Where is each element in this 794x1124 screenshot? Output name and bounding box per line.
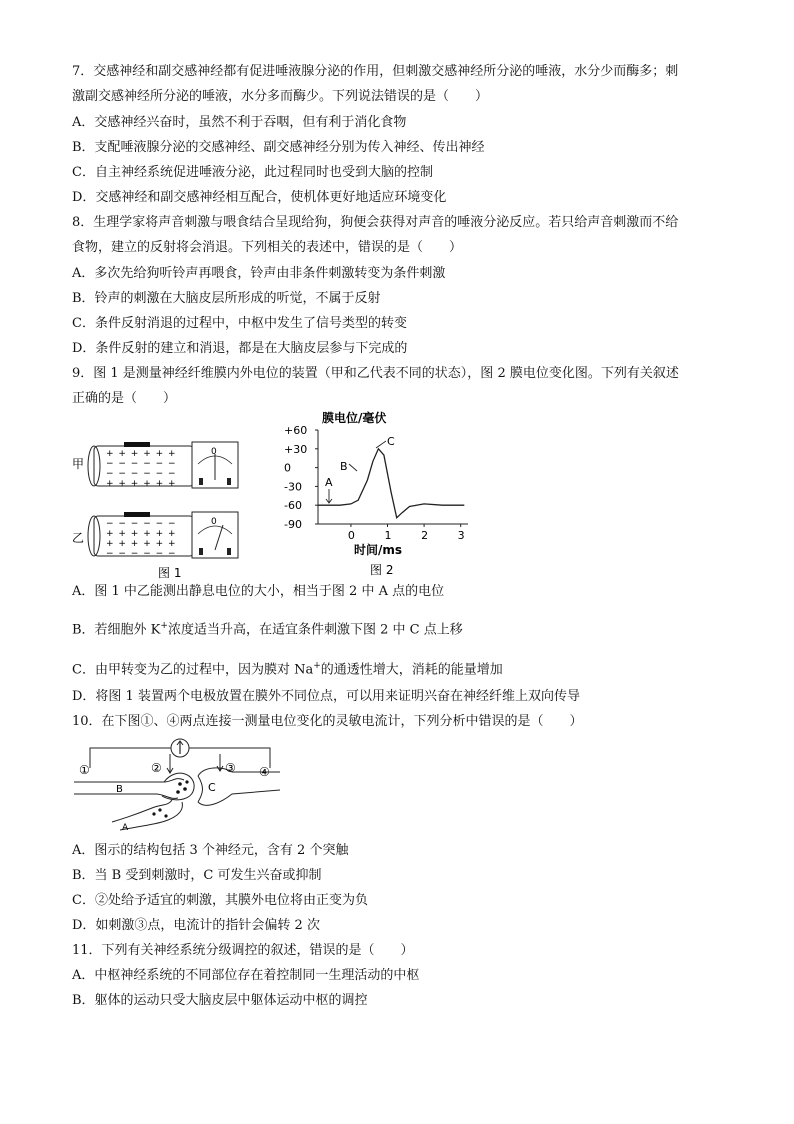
- label-b: B: [116, 784, 123, 795]
- q9-figure-2-chart: [282, 408, 482, 580]
- q7-stem-line2: 激副交感神经所分泌的唾液，水分多而酶少。下列说法错误的是（ ）: [72, 89, 489, 104]
- chart-annotation-c: [376, 435, 395, 448]
- fig1-dial-zero-jia: 0: [211, 447, 217, 457]
- q11-stem: 11．下列有关神经系统分级调控的叙述，错误的是（ ）: [72, 943, 414, 958]
- q10-option-a: A．图示的结构包括 3 个神经元，含有 2 个突触: [72, 843, 349, 858]
- svg-text:+ + + + + +: + + + + + +: [106, 479, 177, 489]
- neuron-a-axon: [112, 800, 172, 822]
- chart-y-tick-label: 0: [284, 461, 291, 475]
- q10-synapse-figure: [72, 736, 282, 834]
- q8-option-b: B．铃声的刺激在大脑皮层所形成的听觉，不属于反射: [72, 291, 381, 306]
- q9-option-b: B．若细胞外 K+浓度适当升高，在适宜条件刺激下图 2 中 C 点上移: [72, 621, 463, 638]
- q10-stem: 10．在下图①、④两点连接一测量电位变化的灵敏电流计，下列分析中错误的是（ ）: [72, 714, 583, 729]
- fig2-caption: 图 2: [370, 563, 394, 577]
- q8-option-c: C．条件反射消退的过程中，中枢中发生了信号类型的转变: [72, 316, 407, 331]
- fig1-meter-yi: [192, 512, 238, 558]
- chart-x-tick-label: 3: [457, 529, 465, 542]
- q9-option-d: D．将图 1 装置两个电极放置在膜外不同位点，可以用来证明兴奋在神经纤维上双向传导: [72, 689, 580, 704]
- chart-y-tick-label: +30: [284, 442, 308, 456]
- label-a: A: [122, 823, 129, 833]
- svg-text:+ + + + + +: + + + + + +: [106, 539, 177, 549]
- q9-stem-line1: 9．图 1 是测量神经纤维膜内外电位的装置（甲和乙代表不同的状态），图 2 膜电位变化图。下列有关叙述: [72, 366, 679, 381]
- chart-y-tick-label: -90: [284, 518, 302, 531]
- fig1-label-yi: 乙: [72, 531, 85, 545]
- q7-option-b: B．支配唾液腺分泌的交感神经、副交感神经分别为传入神经、传出神经: [72, 140, 485, 155]
- q7-option-a: A．交感神经兴奋时，虽然不利于吞咽，但有利于消化食物: [72, 115, 407, 130]
- svg-text:+ + + + + +: + + + + + +: [106, 449, 177, 459]
- synaptic-knob: [162, 773, 194, 800]
- chart-x-tick-label: 2: [421, 529, 429, 542]
- chart-x-tick-label: 0: [347, 529, 355, 542]
- q7-stem-line1: 7．交感神经和副交感神经都有促进唾液腺分泌的作用，但刺激交感神经所分泌的唾液，水分少而酶多；刺: [72, 64, 679, 79]
- point-1-label: ①: [79, 763, 90, 777]
- q8-stem-line1: 8．生理学家将声音刺激与喂食结合呈现给狗，狗便会获得对声音的唾液分泌反应。若只给声音刺激而不给: [72, 215, 679, 230]
- chart-annotation-b: [340, 460, 357, 473]
- q8-stem-line2: 食物，建立的反射将会消退。下列相关的表述中，错误的是（ ）: [72, 240, 463, 255]
- q9-option-c: C．由甲转变为乙的过程中，因为膜对 Na+的通透性增大，消耗的能量增加: [72, 661, 503, 678]
- chart-y-ticks: [284, 424, 318, 531]
- q9-stem-line2: 正确的是（ ）: [72, 391, 177, 406]
- chart-x-ticks: [348, 524, 465, 542]
- chart-x-title: 时间/ms: [354, 543, 403, 557]
- q11-option-b: B．躯体的运动只受大脑皮层中躯体运动中枢的调控: [72, 993, 368, 1008]
- chart-y-title: 膜电位/毫伏: [322, 411, 387, 425]
- point-2-label: ②: [151, 761, 162, 775]
- label-c: C: [208, 781, 216, 794]
- fig1-caption: 图 1: [158, 566, 182, 580]
- svg-text:− − − − − −: − − − − − −: [106, 459, 177, 469]
- neuron-b-axon: [74, 779, 184, 782]
- svg-text:C: C: [387, 435, 395, 448]
- chart-y-tick-label: -60: [284, 499, 302, 513]
- point-4-label: ④: [259, 765, 270, 779]
- chart-y-tick-label: -30: [284, 480, 302, 494]
- fig1-dial-zero-yi: 0: [211, 517, 217, 527]
- q8-option-a: A．多次先给狗听铃声再喂食，铃声由非条件刺激转变为条件刺激: [72, 266, 446, 281]
- q10-option-c: C．②处给予适宜的刺激，其膜外电位将由正变为负: [72, 893, 368, 908]
- svg-text:A: A: [325, 476, 333, 489]
- q11-option-a: A．中枢神经系统的不同部位存在着控制同一生理活动的中枢: [72, 968, 420, 983]
- galvanometer: [171, 739, 189, 757]
- svg-text:− − − − − −: − − − − − −: [106, 469, 177, 479]
- q10-option-b: B．当 B 受到刺激时，C 可发生兴奋或抑制: [72, 868, 322, 883]
- q9-figure-1: [72, 432, 272, 580]
- point-3-label: ③: [225, 761, 236, 775]
- chart-y-tick-label: +60: [284, 424, 308, 437]
- svg-text:− − − − − −: − − − − − −: [106, 549, 177, 559]
- svg-text:+ + + + + +: + + + + + +: [106, 529, 177, 539]
- q8-option-d: D．条件反射的建立和消退，都是在大脑皮层参与下完成的: [72, 341, 408, 356]
- q9-option-a: A．图 1 中乙能测出静息电位的大小，相当于图 2 中 A 点的电位: [72, 584, 445, 599]
- chart-annotation-a: [325, 476, 333, 503]
- q7-option-c: C．自主神经系统促进唾液分泌，此过程同时也受到大脑的控制: [72, 165, 433, 180]
- svg-text:− − − − − −: − − − − − −: [106, 519, 177, 529]
- q10-option-d: D．如刺激③点，电流计的指针会偏转 2 次: [72, 918, 320, 933]
- fig1-meter-jia: [192, 442, 238, 488]
- svg-text:B: B: [340, 460, 348, 473]
- chart-x-tick-label: 1: [384, 529, 392, 542]
- q7-option-d: D．交感神经和副交感神经相互配合，使机体更好地适应环境变化: [72, 190, 447, 205]
- fig1-label-jia: 甲: [72, 457, 85, 471]
